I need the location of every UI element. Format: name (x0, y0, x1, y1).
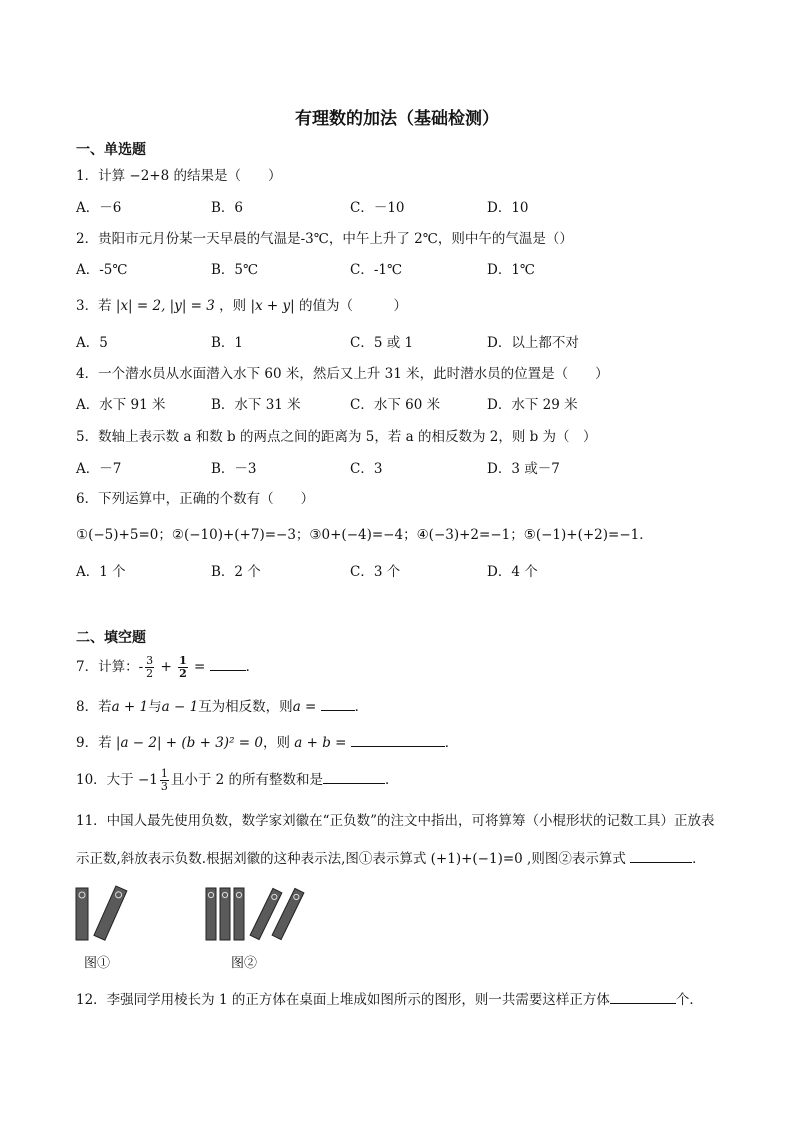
figure-1-counting-rods (70, 884, 140, 946)
q3-text-a: 3．若 (76, 298, 112, 314)
q7-equals: = (194, 659, 206, 675)
q3-option-d: D．以上都不对 (487, 335, 579, 351)
question-10 (76, 768, 399, 793)
question-3-stem (76, 294, 407, 314)
question-8 (76, 695, 368, 715)
q8-expr-1: a + 1 (111, 699, 149, 715)
q8-var: a = (292, 699, 317, 715)
q10-answer-blank[interactable] (323, 769, 385, 784)
figure-2-caption: 图② (231, 956, 258, 971)
q10-den: 3 (160, 780, 168, 793)
q3-option-c: C．5 或 1 (350, 335, 414, 351)
q7-answer-blank[interactable] (210, 656, 246, 671)
q9-var: a + b = (294, 735, 347, 751)
q8-mid: 与 (148, 699, 162, 715)
q9-expression: |a − 2| + (b + 3)² = 0 (115, 735, 263, 751)
question-11-line-2 (76, 847, 706, 867)
q2-option-d: D．1℃ (487, 262, 536, 278)
q6-option-c: C．3 个 (350, 564, 401, 580)
q5-option-a: A．－7 (76, 461, 122, 477)
section-heading-fill-in: 二、填空题 (76, 630, 146, 646)
q12-end: 个． (675, 992, 703, 1008)
q6-option-a: A．1 个 (76, 564, 126, 580)
q7-end: ． (245, 659, 260, 675)
q7-fraction-2 (178, 655, 188, 680)
q4-option-b: B．水下 31 米 (211, 397, 301, 413)
q11-end: ． (692, 851, 706, 867)
q7-den-1: 2 (146, 667, 154, 680)
q9-prefix: 9．若 (76, 735, 112, 751)
q2-option-c: C．-1℃ (350, 262, 403, 278)
q2-option-b: B．5℃ (211, 262, 259, 278)
q7-fraction-1 (145, 655, 154, 680)
question-2-stem: 2．贵阳市元月份某一天早晨的气温是-3℃，中午上升了 2℃，则中午的气温是（） (76, 231, 573, 247)
question-6-stem: 6．下列运算中，正确的个数有（ ） (76, 491, 315, 507)
q1-option-d: D．10 (487, 200, 529, 216)
q4-option-a: A．水下 91 米 (76, 397, 166, 413)
q12-answer-blank[interactable] (610, 989, 676, 1004)
q7-den-2: 2 (179, 667, 187, 680)
question-4-stem: 4．一个潜水员从水面潜入水下 60 米，然后又上升 31 米，此时潜水员的位置是（ ） (76, 366, 609, 382)
q5-option-d: D．3 或－7 (487, 461, 560, 477)
q6-option-d: D．4 个 (487, 564, 538, 580)
q8-end: ． (354, 699, 369, 715)
q9-answer-blank[interactable] (351, 732, 445, 747)
q3-option-a: A．5 (76, 335, 108, 351)
q8-expr-2: a − 1 (161, 699, 199, 715)
q9-end: ． (444, 735, 459, 751)
page-title: 有理数的加法（基础检测） (295, 109, 499, 129)
q3-condition: |x| = 2, |y| = 3 (115, 298, 215, 314)
q3-option-b: B．1 (211, 335, 244, 351)
q6-expressions: ①(−5)+5=0；②(−10)+(+7)=−3；③0+(−4)=−4；④(−3)+2=−1；⑤(−1)+(+2)=−1． (76, 527, 653, 543)
q2-option-a: A．-5℃ (76, 262, 128, 278)
q7-num-1: 3 (146, 654, 154, 667)
figure-1-caption: 图① (84, 956, 111, 971)
q3-expression: |x + y| (250, 298, 295, 314)
q10-rest: 且小于 2 的所有整数和是 (170, 772, 324, 788)
q3-text-c: ，则 (219, 298, 247, 314)
q7-num-2: 1 (179, 654, 187, 667)
question-7 (76, 655, 259, 680)
q9-rest: ，则 (262, 735, 290, 751)
q1-option-a: A．－6 (76, 200, 122, 216)
question-1-stem: 1．计算 −2+8 的结果是（ ） (76, 168, 282, 184)
q8-rest: 互为相反数，则 (198, 699, 293, 715)
q8-answer-blank[interactable] (321, 696, 355, 711)
question-9 (76, 731, 458, 751)
q1-option-b: B．6 (211, 200, 244, 216)
q6-option-b: B．2 个 (211, 564, 261, 580)
q10-end: ． (385, 772, 399, 788)
question-12 (76, 988, 703, 1008)
q1-option-c: C．－10 (350, 200, 405, 216)
q7-plus: + (160, 659, 172, 675)
q5-option-b: B．－3 (211, 461, 257, 477)
q10-prefix: 10．大于 −1 (76, 772, 158, 788)
q7-prefix: 7．计算：- (76, 659, 144, 675)
q4-option-c: C．水下 60 米 (350, 397, 441, 413)
question-11-line-1: 11．中国人最先使用负数，数学家刘徽在“正负数”的注文中指出，可将算筹（小棍形状的记数工具）正放表 (76, 813, 715, 829)
q12-stem: 12．李强同学用棱长为 1 的正方体在桌面上堆成如图所示的图形，则一共需要这样正方体 (76, 992, 610, 1008)
question-5-stem: 5．数轴上表示数 a 和数 b 的两点之间的距离为 5，若 a 的相反数为 2，则 b 为（ ） (76, 429, 597, 445)
q4-option-d: D．水下 29 米 (487, 397, 578, 413)
section-heading-single-choice: 一、单选题 (76, 142, 146, 158)
q3-text-e: 的值为（ ） (299, 298, 407, 314)
q11-answer-blank[interactable] (630, 848, 692, 863)
q5-option-c: C．3 (350, 461, 383, 477)
q10-num: 1 (160, 767, 168, 780)
q11-line-2-text: 示正数,斜放表示负数.根据刘徽的这种表示法,图①表示算式 (+1)+(−1)=0 ,则图②表示算式 (76, 851, 626, 867)
figure-2-counting-rods (200, 884, 310, 946)
q10-fraction (160, 768, 169, 793)
q8-prefix: 8．若 (76, 699, 112, 715)
